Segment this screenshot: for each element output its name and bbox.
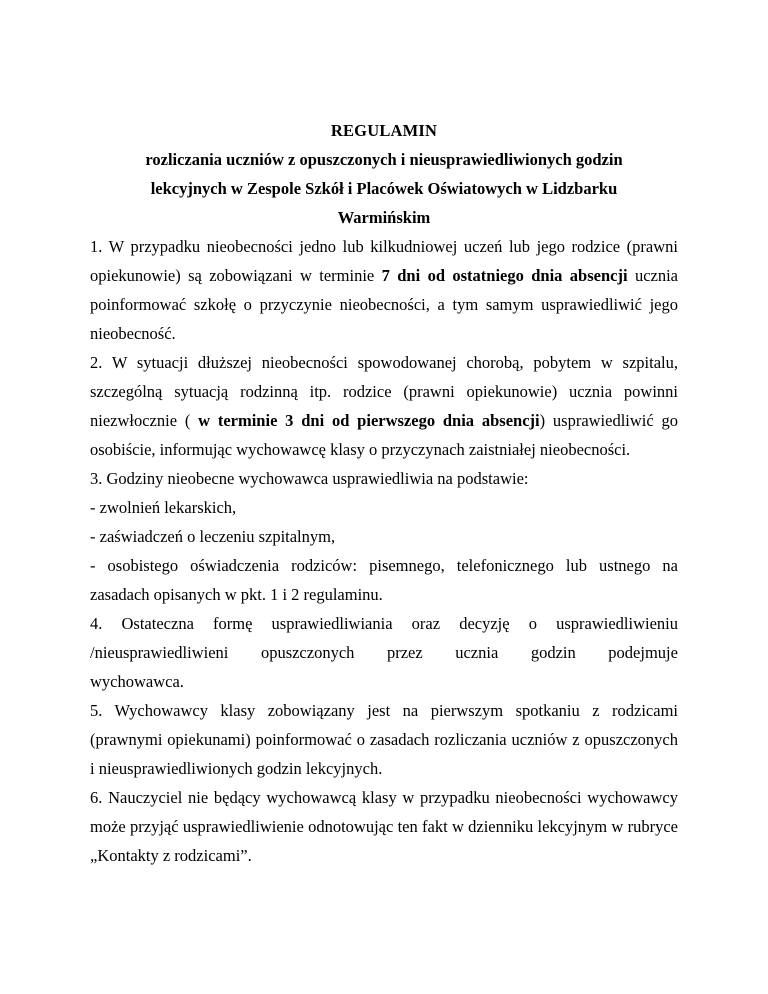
subtitle-line-1: rozliczania uczniów z opuszczonych i nieusprawiedliwionych godzin (145, 150, 623, 169)
paragraph-2 (90, 348, 678, 464)
paragraph-4-line-2 (90, 638, 678, 667)
word: podejmuje (608, 643, 678, 662)
list-item: - zwolnień lekarskich, (90, 498, 237, 517)
word: godzin (530, 643, 576, 662)
word: przez (386, 643, 423, 662)
paragraph-1-bold: 7 dni od ostatniego dnia absencji (381, 266, 628, 285)
document-title: REGULAMIN (330, 121, 438, 140)
paragraph-2-bold: w terminie 3 dni od pierwszego dnia absencji (198, 411, 540, 430)
title-block (90, 116, 678, 232)
paragraph-4 (90, 609, 678, 696)
list-item: - osobistego oświadczenia rodziców: pisemnego, telefonicznego lub ustnego na zasadach opisanych w pkt. 1 i 2 regulaminu. (90, 556, 678, 604)
subtitle-line-3: Warmińskim (337, 208, 431, 227)
paragraph-2-text-c: ) usprawiedliwić go osobiście, informując wychowawcę klasy o przyczynach zaistniałej nieobecności. (90, 411, 678, 459)
paragraph-2-text-a: 2. W sytuacji dłuższej nieobecności spowodowanej chorobą, pobytem w szpitalu, szczególną sytuacją rodzinną itp. rodzice (prawni opiekunowie) ucznia powinni niezwłocznie ( (90, 353, 678, 430)
subtitle-line-2: lekcyjnych w Zespole Szkół i Placówek Oświatowych w Lidzbarku (150, 179, 618, 198)
paragraph-6: 6. Nauczyciel nie będący wychowawcą klasy w przypadku nieobecności wychowawcy może przyjąć usprawiedliwienie odnotowując ten fakt w dzienniku lekcyjnym w rubryce „Kontakty z rodzicami”. (90, 788, 678, 865)
word: opuszczonych (260, 643, 355, 662)
paragraph-1-text-a: 1. W przypadku nieobecności jedno lub kilkudniowej uczeń lub jego rodzice (prawni opiekunowie) są zobowiązani w terminie (90, 237, 678, 285)
paragraph-4-line-3: wychowawca. (90, 672, 184, 691)
word: ucznia (455, 643, 499, 662)
paragraph-4-line-1 (90, 609, 678, 638)
paragraph-5: 5. Wychowawcy klasy zobowiązany jest na pierwszym spotkaniu z rodzicami (prawnymi opiekunami) poinformować o zasadach rozliczania uczniów z opuszczonych i nieusprawiedliwionych godzin lekcyjnych. (90, 701, 678, 778)
paragraph-4-line-1-text: 4. Ostateczna formę usprawiedliwiania oraz decyzję o usprawiedliwieniu (90, 614, 678, 633)
paragraph-3: 3. Godziny nieobecne wychowawca usprawiedliwia na podstawie: (90, 469, 529, 488)
list-item: - zaświadczeń o leczeniu szpitalnym, (90, 527, 336, 546)
word: /nieusprawiedliwieni (90, 643, 229, 662)
paragraph-1-text-c: ucznia poinformować szkołę o przyczynie nieobecności, a tym samym usprawiedliwić jego nieobecność. (90, 266, 678, 343)
paragraph-1 (90, 232, 678, 348)
